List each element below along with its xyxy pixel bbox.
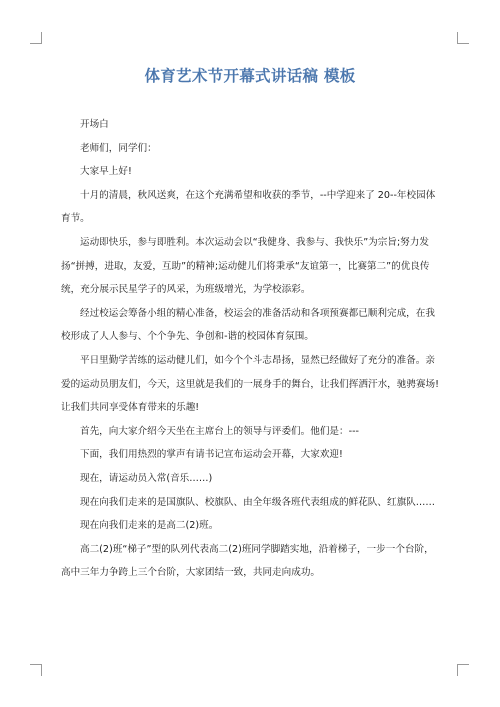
paragraph: 现在向我们走来的是高二(2)班。 <box>80 520 219 532</box>
paragraph: 大家早上好! <box>80 166 132 178</box>
paragraph: 下面，我们用热烈的掌声有请书记宣布运动会开幕，大家欢迎! <box>80 449 343 461</box>
crop-mark-bottom-left <box>30 664 42 676</box>
paragraph: 首先，向大家介绍今天坐在主席台上的领导与评委们。他们是：--- <box>80 425 360 437</box>
paragraph: 开场白 <box>80 119 109 130</box>
document-title: 体育艺术节开幕式讲话稿 模板 <box>144 67 356 85</box>
paragraph: 老师们，同学们： <box>80 142 157 154</box>
paragraph: 运动即快乐，参与即胜利。本次运动会以“我健身、我参与、我快乐”为宗旨;努力发扬“拼搏，进取，友爱，互助”的精神;运动健儿们将秉承“友谊第一，比赛第二”的优良传统，充分展示民星学子的风采，为班级增光，为学校添彩。 <box>61 236 430 296</box>
paragraph: 平日里勤学苦练的运动健儿们，如今个个斗志昂扬，显然已经做好了充分的准备。亲爱的运动员朋友们，今天，这里就是我们的一展身手的舞台，让我们挥洒汗水，驰骋赛场!让我们共同享受体育带来的乐趣! <box>61 354 440 414</box>
document-body <box>61 113 443 585</box>
crop-mark-top-left <box>30 32 42 44</box>
paragraph: 十月的清晨，秋风送爽，在这个充满希望和收获的季节，--中学迎来了 20--年校园体育节。 <box>61 189 436 225</box>
paragraph: 高二(2)班“梯子”型的队列代表高二(2)班同学脚踏实地，沿着梯子，一步一个台阶，高中三年力争跨上三个台阶，大家团结一致，共同走向成功。 <box>61 543 434 579</box>
paragraph: 现在，请运动员入常(音乐……) <box>80 472 213 484</box>
paragraph: 经过校运会筹备小组的精心准备，校运会的准备活动和各项预赛都已顺利完成，在我校形成了人人参与、个个争先、争创和-谐的校园体育氛围。 <box>61 307 435 343</box>
paragraph: 现在向我们走来的是国旗队、校旗队、由全年级各班代表组成的鲜花队、红旗队…… <box>80 496 435 508</box>
crop-mark-top-right <box>457 32 469 44</box>
crop-mark-bottom-right <box>457 664 469 676</box>
